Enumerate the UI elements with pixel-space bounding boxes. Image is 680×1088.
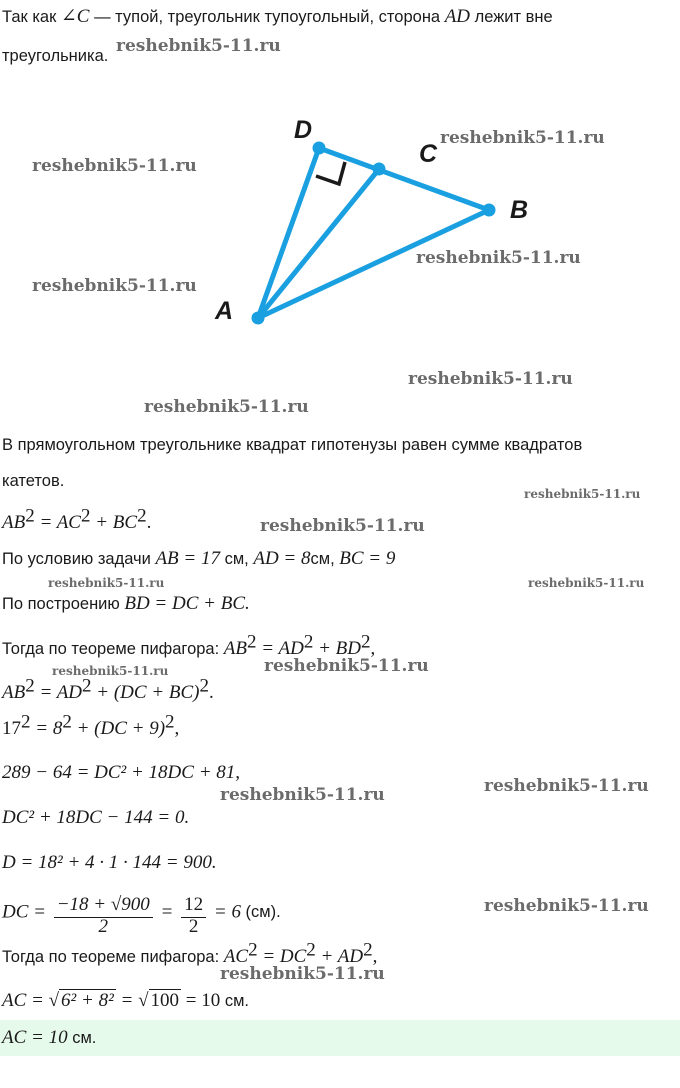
f2-end: .: [209, 682, 214, 703]
watermark: reshebnik5-11.ru: [260, 516, 425, 536]
th2-b: = DC: [257, 946, 307, 967]
f1-lhs: AB: [2, 512, 26, 533]
f3-c: + (DC + 9): [71, 718, 166, 739]
formula-8: [2, 990, 249, 1012]
watermark: reshebnik5-11.ru: [52, 664, 169, 678]
formula-5: DC² + 18DC − 144 = 0.: [2, 807, 190, 828]
watermark: reshebnik5-11.ru: [264, 656, 429, 676]
triangle-lines: [258, 148, 489, 318]
line-a-c: [258, 169, 379, 318]
condition-line: [2, 548, 395, 570]
f7-den1: 2: [98, 918, 108, 932]
f2-a: AB: [2, 682, 26, 703]
label-c: C: [419, 140, 438, 168]
f8-sqrt-1: √ 6² + 8²: [48, 990, 114, 1011]
watermark: reshebnik5-11.ru: [484, 896, 649, 916]
formula-3: [2, 711, 180, 740]
th2-exp3: 2: [363, 939, 373, 961]
watermark: reshebnik5-11.ru: [416, 248, 581, 268]
f7-unit: (см).: [240, 903, 281, 921]
watermark: reshebnik5-11.ru: [524, 487, 641, 501]
intro-line-1: [2, 6, 553, 28]
watermark: reshebnik5-11.ru: [408, 369, 573, 389]
point-c: [373, 163, 386, 176]
f7-fraction-2: [181, 893, 206, 932]
f7-num2: 12: [181, 893, 206, 918]
rule-line-2: катетов.: [2, 472, 65, 490]
watermark: reshebnik5-11.ru: [48, 576, 165, 590]
cond-unit-2: см,: [310, 550, 340, 568]
th1-exp2: 2: [303, 631, 314, 653]
th2-end: ,: [372, 946, 378, 967]
f3-exp1: 2: [21, 711, 31, 733]
formula-1: [2, 505, 152, 534]
intro-text-3: лежит вне: [470, 8, 553, 26]
watermark: reshebnik5-11.ru: [144, 397, 309, 417]
f3-b: = 8: [30, 718, 63, 739]
answer-formula: AC = 10: [2, 1027, 68, 1048]
f7-res: = 6: [209, 901, 241, 923]
intro-text: Так как: [2, 8, 61, 26]
th1-b: = AD: [256, 638, 304, 659]
watermark: reshebnik5-11.ru: [528, 576, 645, 590]
answer-box: [0, 1020, 680, 1056]
th1-c: + BD: [313, 638, 361, 659]
f8-radicand-2: 100: [150, 990, 180, 1011]
formula-2: [2, 675, 214, 704]
f3-exp3: 2: [165, 711, 175, 733]
cond-unit-1: см,: [220, 550, 254, 568]
th2-exp1: 2: [248, 939, 258, 961]
label-a: A: [215, 297, 234, 325]
cond-ab: AB = 17: [155, 548, 220, 569]
f2-exp1: 2: [25, 675, 35, 697]
condition-prefix: По условию задачи: [2, 550, 156, 568]
f2-exp2: 2: [82, 675, 92, 697]
formula-7: [2, 893, 281, 932]
f8-res: = 10: [181, 990, 221, 1011]
cond-ad: AD = 8: [253, 548, 311, 569]
f1-end: .: [146, 512, 152, 533]
construction-line: [2, 593, 250, 615]
rule-line-1: В прямоугольном треугольнике квадрат гипотенузы равен сумме квадратов: [2, 436, 583, 454]
angle-c: ∠C: [60, 6, 90, 27]
th1-exp1: 2: [247, 631, 257, 653]
watermark: reshebnik5-11.ru: [220, 964, 385, 984]
f3-a: 17: [2, 718, 21, 739]
f1-exp3: 2: [137, 505, 147, 527]
f7-lhs: DC =: [2, 901, 51, 923]
then-prefix-1: Тогда по теореме пифагора:: [2, 640, 224, 658]
f3-end: ,: [174, 718, 180, 739]
f8-unit: см.: [220, 992, 250, 1010]
f8-lhs: AC =: [2, 990, 49, 1011]
watermark: reshebnik5-11.ru: [116, 36, 281, 56]
f8-radicand-1: 6² + 8²: [61, 990, 114, 1011]
watermark: reshebnik5-11.ru: [32, 276, 197, 296]
f7-den2: 2: [188, 918, 199, 932]
formula-4: 289 − 64 = DC² + 18DC + 81,: [2, 762, 241, 783]
f1-rest: + BC: [90, 512, 138, 533]
side-ad: AD: [444, 6, 471, 27]
f8-eq: =: [115, 990, 139, 1011]
right-angle-mark: [316, 162, 345, 184]
intro-text-2: — тупой, треугольник тупоугольный, сторона: [89, 8, 445, 26]
f2-c: + (DC + BC): [91, 682, 200, 703]
th2-c: + AD: [315, 946, 364, 967]
f8-sqrt-2: √ 100: [138, 990, 180, 1011]
label-d: D: [294, 116, 313, 144]
f2-b: = AD: [34, 682, 83, 703]
th2-exp2: 2: [306, 939, 316, 961]
th1-a: AB: [223, 638, 247, 659]
th1-end: ,: [370, 638, 376, 659]
point-d: [313, 142, 326, 155]
formula-6: D = 18² + 4 · 1 · 144 = 900.: [2, 852, 217, 873]
line-d-b: [319, 148, 489, 210]
then-prefix-2: Тогда по теореме пифагора:: [2, 948, 224, 966]
f1-exp1: 2: [25, 505, 35, 527]
construction-formula: BD = DC + BC.: [124, 593, 250, 614]
answer-unit: см.: [67, 1029, 97, 1047]
point-a: [252, 312, 265, 325]
answer-line: [2, 1027, 96, 1049]
construction-prefix: По построению: [2, 595, 125, 613]
watermark: reshebnik5-11.ru: [440, 128, 605, 148]
point-b: [483, 204, 496, 217]
label-b: B: [510, 196, 529, 224]
watermark: reshebnik5-11.ru: [220, 785, 385, 805]
f2-exp3: 2: [199, 675, 210, 697]
f7-fraction-1: [54, 893, 153, 932]
watermark: reshebnik5-11.ru: [32, 156, 197, 176]
intro-line-2: треугольника.: [2, 47, 109, 65]
f7-num1: −18 + √900: [54, 893, 153, 918]
th2-a: AC: [223, 946, 249, 967]
f1-mid: = AC: [34, 512, 81, 533]
watermark: reshebnik5-11.ru: [484, 776, 649, 796]
cond-bc: BC = 9: [339, 548, 396, 569]
f3-exp2: 2: [62, 711, 72, 733]
f7-eq: =: [155, 901, 179, 923]
f1-exp2: 2: [80, 505, 91, 527]
th1-exp3: 2: [360, 631, 371, 653]
